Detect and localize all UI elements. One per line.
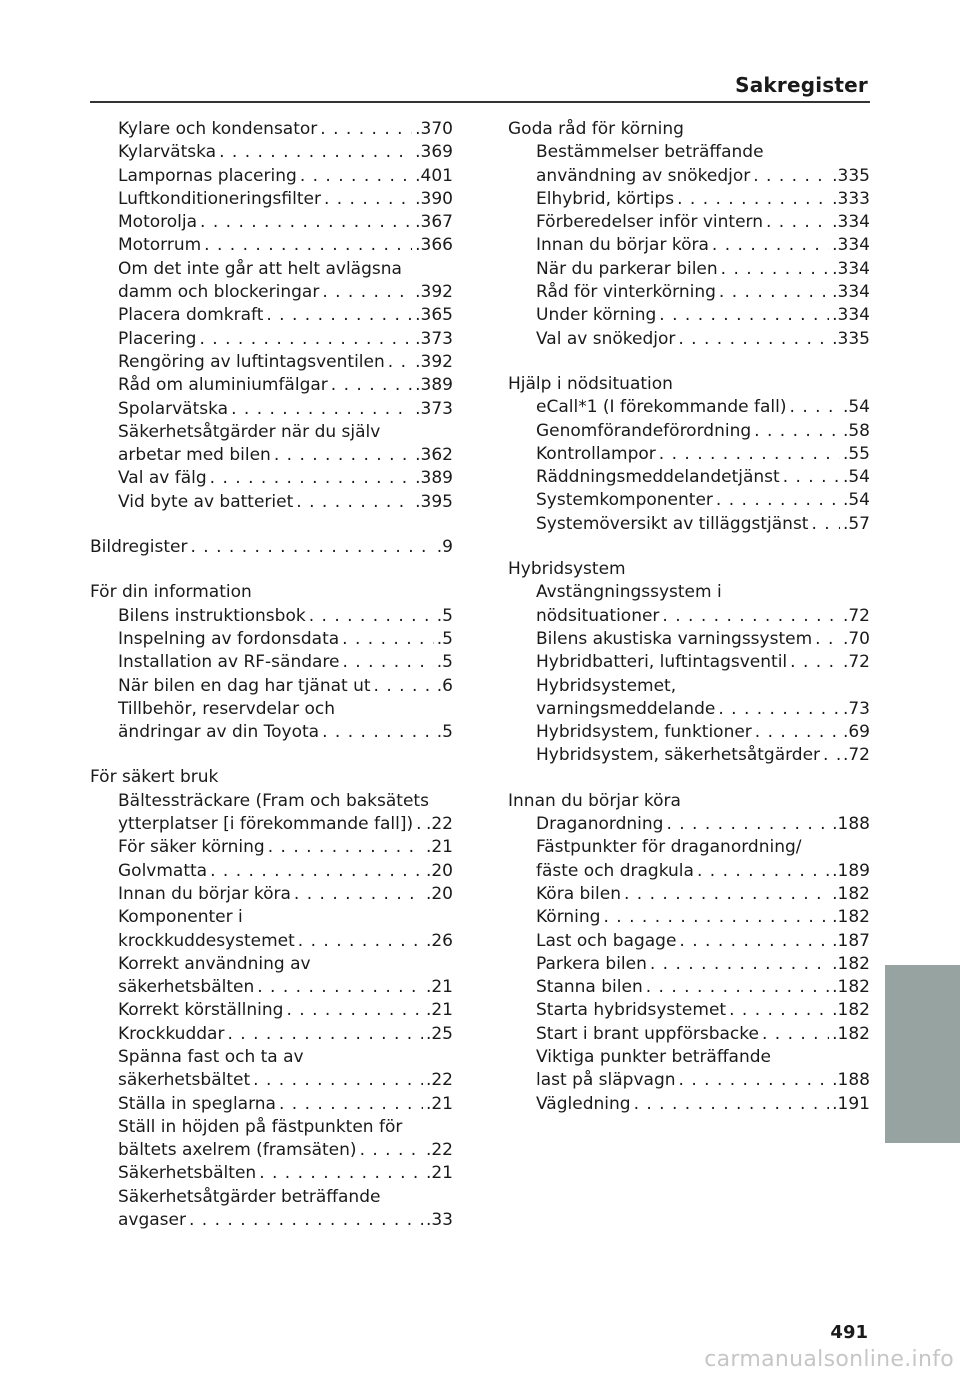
index-entry-line: Fästpunkter för draganordning/ [536, 837, 802, 858]
dot-leader [659, 443, 840, 466]
index-page-ref: .5 [436, 628, 453, 649]
index-entry-label: Starta hybridsystemet [536, 1000, 727, 1021]
index-column-right [508, 118, 870, 1138]
index-page-ref: .69 [842, 722, 870, 743]
watermark-text: carmanualsonline.info [704, 1347, 954, 1372]
index-entry-line [508, 1069, 870, 1092]
dot-leader [231, 398, 412, 421]
index-entry-line [90, 1023, 453, 1046]
dot-leader [783, 466, 840, 489]
index-entry-label: Hybridsystem, säkerhetsåtgärder [536, 745, 821, 766]
index-entry-label: Bildregister [90, 537, 188, 558]
index-entry-line [508, 234, 870, 257]
dot-leader [811, 513, 839, 536]
dot-leader [766, 211, 829, 234]
index-entry-label: För säker körning [118, 837, 265, 858]
index-entry-line [90, 976, 453, 999]
index-group [90, 536, 453, 559]
index-entry-line: Tillbehör, reservdelar och [118, 698, 335, 719]
index-entry-line [90, 304, 453, 327]
dot-leader [190, 536, 433, 559]
index-page-ref: .58 [842, 420, 870, 441]
dot-leader [755, 721, 840, 744]
index-entry-line: Avstängningssystem i [536, 582, 722, 603]
index-entry-line: Bestämmelser beträffande [536, 142, 764, 163]
dot-leader [603, 906, 829, 929]
index-entry-line [508, 513, 870, 536]
dot-leader [210, 467, 412, 490]
index-page-ref: .389 [415, 468, 453, 489]
index-entry-line [90, 141, 453, 164]
index-page-ref: .366 [415, 235, 453, 256]
index-entry-line: Hybridsystemet, [536, 675, 677, 696]
index-page-ref: .334 [832, 305, 870, 326]
index-entry-label: Golvmatta [118, 860, 208, 881]
index-entry-label: Motorolja [118, 212, 198, 233]
index-page-ref: .392 [415, 282, 453, 303]
index-entry-line [90, 211, 453, 234]
dot-leader [322, 721, 434, 744]
index-page-ref: .5 [436, 722, 453, 743]
index-page-ref: .189 [832, 860, 870, 881]
index-entry-line: Viktiga punkter beträffande [536, 1046, 772, 1067]
index-entry-label: varningsmeddelande [536, 698, 716, 719]
index-entry-label: säkerhetsbälten [118, 977, 255, 998]
index-page-ref: .20 [425, 883, 453, 904]
index-entry-line: Bältessträckare (Fram och baksätets [118, 790, 429, 811]
dot-leader [815, 628, 840, 651]
dot-leader [320, 118, 412, 141]
index-page-ref: .392 [415, 351, 453, 372]
index-entry-label: nödsituationer [536, 605, 660, 626]
header-rule [90, 101, 870, 103]
index-entry-line [90, 675, 453, 698]
index-entry-label: När du parkerar bilen [536, 258, 718, 279]
index-page-ref: .334 [832, 235, 870, 256]
index-entry-line [508, 304, 870, 327]
dot-leader [274, 444, 412, 467]
index-entry-line: Komponenter i [118, 907, 243, 928]
dot-leader [266, 304, 412, 327]
dot-leader [650, 953, 829, 976]
dot-leader [716, 489, 840, 512]
index-entry-line [90, 351, 453, 374]
index-entry-line [90, 1093, 453, 1116]
index-entry-line [90, 721, 453, 744]
dot-leader [342, 628, 434, 651]
index-entry-label: Kylare och kondensator [118, 119, 318, 139]
index-entry-line [508, 930, 870, 953]
index-entry-label: När bilen en dag har tjänat ut [118, 675, 371, 696]
index-entry-label: Last och bagage [536, 930, 677, 951]
index-heading: Hybridsystem [508, 559, 626, 580]
index-entry-line [90, 328, 453, 351]
index-page-ref: .54 [842, 467, 870, 488]
index-entry-label: Val av fälg [118, 468, 207, 489]
index-heading: Goda råd för körning [508, 119, 684, 139]
dot-leader [300, 165, 412, 188]
dot-leader [762, 1023, 829, 1046]
dot-leader [662, 605, 840, 628]
index-page-ref: .55 [842, 443, 870, 464]
index-entry-label: Innan du börjar köra [536, 235, 709, 256]
dot-leader [719, 281, 829, 304]
index-page-ref: .20 [425, 860, 453, 881]
dot-leader [388, 351, 412, 374]
index-page-ref: .26 [425, 930, 453, 951]
index-page-ref: .73 [842, 698, 870, 719]
index-page-ref: .362 [415, 445, 453, 466]
dot-leader [646, 976, 829, 999]
dot-leader [322, 281, 412, 304]
index-entry-label: Val av snökedjor [536, 328, 676, 349]
index-entry-label: Genomförandeförordning [536, 420, 752, 441]
dot-leader [729, 999, 829, 1022]
index-entry-line [508, 165, 870, 188]
index-entry-label: arbetar med bilen [118, 445, 271, 466]
index-entry-line [90, 467, 453, 490]
dot-leader [374, 675, 434, 698]
index-entry-line [90, 836, 453, 859]
index-page-ref: .21 [425, 1093, 453, 1114]
index-entry-line [90, 999, 453, 1022]
index-heading: Hjälp i nödsituation [508, 373, 673, 394]
index-entry-label: Korrekt körställning [118, 1000, 284, 1021]
index-entry-label: Parkera bilen [536, 953, 647, 974]
index-entry-label: Luftkonditioneringsfilter [118, 188, 321, 209]
index-entry-line [508, 698, 870, 721]
index-entry-line [90, 118, 453, 141]
index-entry-label: last på släpvagn [536, 1070, 676, 1091]
index-page-ref: .22 [425, 1070, 453, 1091]
index-entry-line [508, 1093, 870, 1116]
index-entry-label: Räddningsmeddelandetjänst [536, 467, 780, 488]
index-entry-label: Elhybrid, körtips [536, 188, 675, 209]
dot-leader [200, 211, 412, 234]
page-number: 491 [830, 1322, 868, 1343]
dot-leader [754, 420, 840, 443]
index-entry-label: Start i brant uppförsbacke [536, 1023, 759, 1044]
index-entry-label: damm och blockeringar [118, 282, 320, 303]
index-page-ref: .182 [832, 977, 870, 998]
index-entry-line [90, 188, 453, 211]
dot-leader [677, 188, 829, 211]
dot-leader [790, 396, 840, 419]
dot-leader [199, 328, 412, 351]
index-column-left [90, 118, 453, 1254]
index-entry-line [508, 651, 870, 674]
index-entry-line [90, 1069, 453, 1092]
index-entry-label: Systemöversikt av tilläggstjänst [536, 513, 809, 534]
index-group [508, 118, 870, 351]
dot-leader [666, 813, 829, 836]
index-entry-label: Stanna bilen [536, 977, 643, 998]
dot-leader [679, 1069, 830, 1092]
index-entry-line [90, 234, 453, 257]
index-entry-label: Hybridsystem, funktioner [536, 722, 752, 743]
index-entry-line [508, 211, 870, 234]
index-entry-label: Bilens instruktionsbok [118, 605, 306, 626]
index-entry-line [90, 1162, 453, 1185]
index-page-ref: .335 [832, 328, 870, 349]
index-page-ref: .191 [832, 1093, 870, 1114]
index-entry-label: Köra bilen [536, 883, 621, 904]
index-page-ref: .365 [415, 305, 453, 326]
index-entry-label: Inspelning av fordonsdata [118, 628, 340, 649]
index-entry-label: krockkuddesystemet [118, 930, 295, 951]
index-entry-label: Hybridbatteri, luftintagsventil [536, 652, 788, 673]
dot-leader [294, 883, 423, 906]
index-entry-line [508, 860, 870, 883]
index-page-ref: .25 [425, 1023, 453, 1044]
dot-leader [634, 1093, 830, 1116]
index-entry-line [90, 883, 453, 906]
index-entry-label: avgaser [118, 1210, 186, 1231]
index-entry-line [508, 976, 870, 999]
index-entry-label: Placera domkraft [118, 305, 264, 326]
index-page-ref: .182 [832, 953, 870, 974]
index-entry-line: Säkerhetsåtgärder beträffande [118, 1186, 381, 1207]
section-side-tab [885, 965, 960, 1143]
dot-leader [823, 744, 840, 767]
index-entry-line [508, 813, 870, 836]
index-page-ref: .369 [415, 142, 453, 163]
index-entry-line [508, 1023, 870, 1046]
index-entry-label: Ställa in speglarna [118, 1093, 276, 1114]
dot-leader [309, 605, 434, 628]
dot-leader [790, 651, 840, 674]
index-entry-label: Spolarvätska [118, 398, 229, 419]
index-group [90, 766, 453, 1232]
index-entry-line [508, 443, 870, 466]
index-entry-label: Lampornas placering [118, 165, 297, 186]
index-heading: För säkert bruk [90, 767, 219, 788]
index-heading: Innan du börjar köra [508, 790, 681, 811]
index-entry-line [508, 188, 870, 211]
index-page-ref: .5 [436, 652, 453, 673]
index-entry-label: Kontrollampor [536, 443, 656, 464]
index-entry-line [90, 281, 453, 304]
dot-leader [268, 836, 423, 859]
index-entry-label: Placering [118, 328, 197, 349]
index-page-ref: .5 [436, 605, 453, 626]
index-page-ref: .401 [415, 165, 453, 186]
index-page-ref: .72 [842, 745, 870, 766]
index-entry-label: Vägledning [536, 1093, 631, 1114]
index-entry-label: Motorrum [118, 235, 202, 256]
dot-leader [416, 813, 423, 836]
index-page-ref: .367 [415, 212, 453, 233]
index-entry-line [508, 953, 870, 976]
index-page-ref: .57 [842, 513, 870, 534]
index-entry-line [508, 744, 870, 767]
index-entry-line [90, 1139, 453, 1162]
index-entry-label: Rengöring av luftintagsventilen [118, 351, 385, 372]
index-entry-line [508, 883, 870, 906]
page-header-title: Sakregister [735, 73, 868, 97]
index-page-ref: .9 [436, 537, 453, 558]
index-entry-line [90, 860, 453, 883]
index-entry-label: Bilens akustiska varningssystem [536, 628, 813, 649]
index-entry-label: Vid byte av batteriet [118, 491, 294, 512]
index-page-ref: .373 [415, 398, 453, 419]
index-entry-line: Säkerhetsåtgärder när du själv [118, 421, 381, 442]
dot-leader [753, 165, 829, 188]
index-page-ref: .389 [415, 375, 453, 396]
index-page-ref: .187 [832, 930, 870, 951]
dot-leader [286, 999, 422, 1022]
index-page-ref: .334 [832, 212, 870, 233]
index-group [90, 581, 453, 744]
dot-leader [721, 258, 829, 281]
index-entry-line [508, 489, 870, 512]
index-entry-label: Innan du börjar köra [118, 883, 291, 904]
dot-leader [679, 930, 829, 953]
index-page-ref: .333 [832, 188, 870, 209]
index-entry-line [90, 1209, 453, 1232]
index-entry-label: Under körning [536, 305, 657, 326]
index-page-ref: .335 [832, 165, 870, 186]
index-entry-label: Körning [536, 907, 601, 928]
index-page-ref: .182 [832, 1000, 870, 1021]
index-entry-label: Säkerhetsbälten [118, 1163, 257, 1184]
index-page-ref: .72 [842, 605, 870, 626]
index-entry-line [90, 813, 453, 836]
index-page-ref: .390 [415, 188, 453, 209]
index-entry-line [508, 605, 870, 628]
index-entry-line [508, 906, 870, 929]
index-entry-line [90, 930, 453, 953]
dot-leader [331, 374, 412, 397]
dot-leader [343, 651, 434, 674]
dot-leader [296, 491, 412, 514]
index-page-ref: .182 [832, 907, 870, 928]
dot-leader [227, 1023, 423, 1046]
index-page-ref: .188 [832, 814, 870, 835]
index-entry-line [90, 491, 453, 514]
dot-leader [718, 698, 840, 721]
index-page-ref: .6 [436, 675, 453, 696]
index-entry-line [508, 628, 870, 651]
index-page-ref: .373 [415, 328, 453, 349]
index-entry-label: fäste och dragkula [536, 860, 694, 881]
index-heading: För din information [90, 582, 252, 603]
index-page-ref: .70 [842, 628, 870, 649]
dot-leader [712, 234, 829, 257]
index-entry-label: Draganordning [536, 814, 664, 835]
index-entry-line [508, 420, 870, 443]
index-page-ref: .370 [415, 119, 453, 139]
index-page-ref: .22 [425, 814, 453, 835]
index-entry-line [90, 398, 453, 421]
index-entry-line [90, 536, 453, 559]
index-page-ref: .33 [425, 1210, 453, 1231]
dot-leader [298, 930, 423, 953]
index-entry-label: säkerhetsbältet [118, 1070, 251, 1091]
index-page-ref: .395 [415, 491, 453, 512]
index-entry-line [508, 466, 870, 489]
index-page-ref: .334 [832, 258, 870, 279]
index-entry-line [90, 651, 453, 674]
index-entry-line [90, 605, 453, 628]
index-entry-line: Spänna fast och ta av [118, 1046, 304, 1067]
index-entry-line [508, 281, 870, 304]
dot-leader [253, 1069, 423, 1092]
index-entry-label: eCall*1 (I förekommande fall) [536, 397, 787, 418]
dot-leader [360, 1139, 423, 1162]
index-entry-label: ytterplatser [i förekommande fall]) [118, 814, 414, 835]
index-page-ref: .21 [425, 837, 453, 858]
dot-leader [204, 234, 412, 257]
index-page-ref: .182 [832, 883, 870, 904]
index-entry-line [90, 374, 453, 397]
dot-leader [324, 188, 412, 211]
index-entry-label: användning av snökedjor [536, 165, 751, 186]
index-page-ref: .334 [832, 282, 870, 303]
index-page-ref: .182 [832, 1023, 870, 1044]
dot-leader [624, 883, 829, 906]
index-entry-label: ändringar av din Toyota [118, 722, 320, 743]
index-entry-line [508, 999, 870, 1022]
dot-leader [189, 1209, 423, 1232]
index-entry-label: Systemkomponenter [536, 490, 713, 511]
index-page-ref: .21 [425, 1163, 453, 1184]
dot-leader [210, 860, 423, 883]
index-entry-line [508, 721, 870, 744]
dot-leader [259, 1162, 423, 1185]
index-entry-line [90, 165, 453, 188]
dot-leader [257, 976, 423, 999]
dot-leader [279, 1093, 423, 1116]
index-entry-line [90, 628, 453, 651]
index-entry-label: Installation av RF-sändare [118, 652, 340, 673]
index-entry-label: Krockkuddar [118, 1023, 225, 1044]
index-group [90, 118, 453, 514]
index-page-ref: .188 [832, 1070, 870, 1091]
index-page-ref: .54 [842, 397, 870, 418]
index-entry-label: Kylarvätska [118, 142, 217, 163]
index-group [508, 558, 870, 768]
index-page-ref: .54 [842, 490, 870, 511]
index-entry-line [90, 444, 453, 467]
index-group [508, 790, 870, 1116]
index-entry-line [508, 258, 870, 281]
index-entry-line: Korrekt användning av [118, 953, 311, 974]
dot-leader [219, 141, 412, 164]
index-entry-label: Råd för vinterkörning [536, 282, 716, 303]
dot-leader [697, 860, 829, 883]
index-entry-line [508, 328, 870, 351]
index-entry-label: bältets axelrem (framsäten) [118, 1140, 357, 1161]
index-group [508, 373, 870, 536]
dot-leader [678, 328, 829, 351]
index-page-ref: .21 [425, 977, 453, 998]
index-entry-label: Råd om aluminiumfälgar [118, 375, 328, 396]
index-entry-line [508, 396, 870, 419]
dot-leader [659, 304, 829, 327]
index-page-ref: .22 [425, 1140, 453, 1161]
index-entry-line: Ställ in höjden på fästpunkten för [118, 1116, 403, 1137]
index-page-ref: .21 [425, 1000, 453, 1021]
index-entry-line: Om det inte går att helt avlägsna [118, 258, 402, 279]
index-page-ref: .72 [842, 652, 870, 673]
index-entry-label: Förberedelser inför vintern [536, 212, 763, 233]
